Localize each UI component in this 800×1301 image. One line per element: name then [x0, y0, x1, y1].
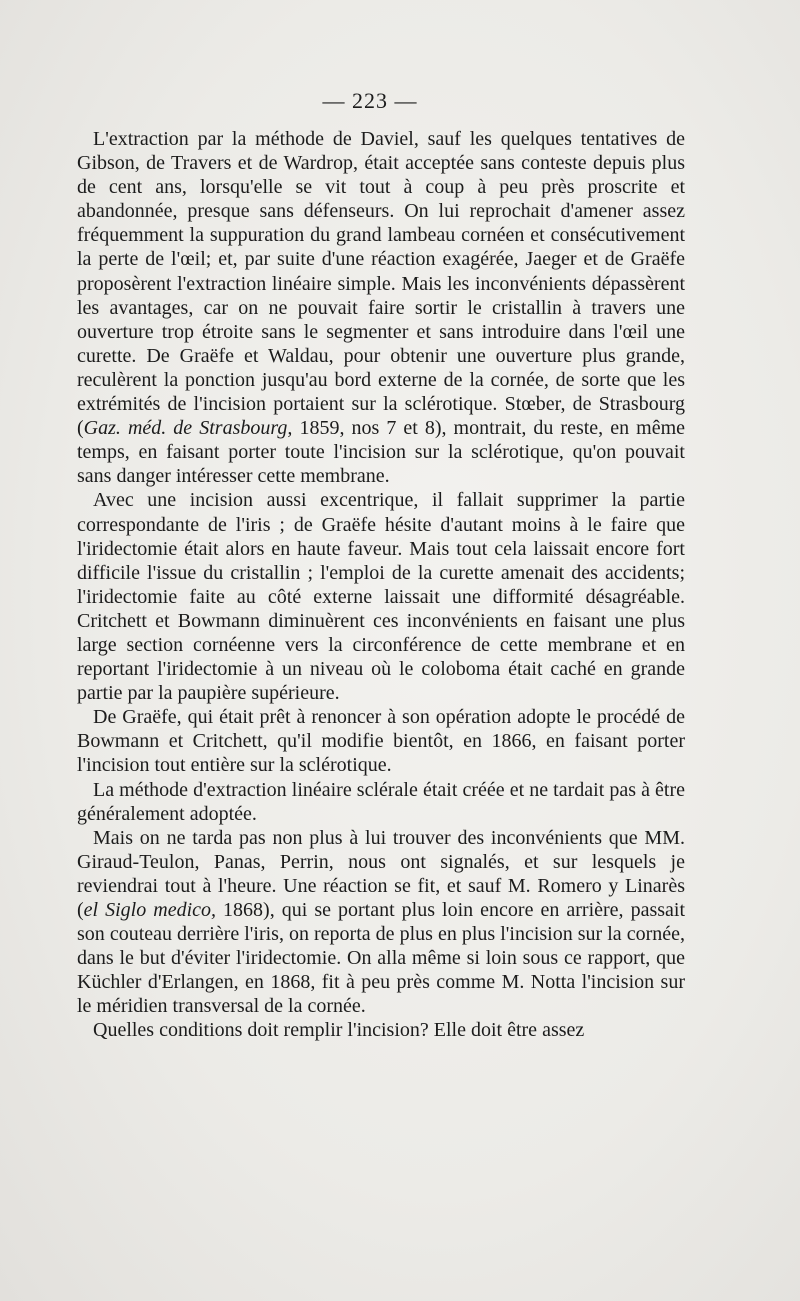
text-run: Mais on ne tarda pas non plus à lui trouver des inconvénients que MM. Giraud-Teulon, Panas, Perrin, nous ont signalés, et sur lesquels je reviendrai tout à l'heure. Une réaction se fit, et sauf M. Romero y Linarès ( — [77, 826, 685, 921]
text-run: Quelles conditions doit remplir l'incision? Elle doit être assez — [93, 1019, 585, 1042]
paragraph — [77, 778, 685, 826]
text-run: Avec une incision aussi excentrique, il fallait supprimer la partie correspondante de l'iris ; de Graëfe hésite d'autant moins à le faire que l'iridectomie était alors en haute faveur. Mais tout cela laissait encore fort difficile l'issue du cristallin ; l'emploi de la curette amenait des accidents; l'iridectomie faite au côté externe laissait une difformité désagréable. Critchett et Bowmann diminuèrent ces inconvénients en faisant une plus large section cornéenne vers la circonférence de cette membrane et en reportant l'iridectomie à un niveau où le coloboma était caché en grande partie par la paupière supérieure. — [77, 489, 685, 705]
text-run: L'extraction par la méthode de Daviel, sauf les quelques tentatives de Gibson, de Travers et de Wardrop, était acceptée sans conteste depuis plus de cent ans, lorsqu'elle se vit tout à coup à peu près proscrite et abandonnée, presque sans défenseurs. On lui reprochait d'amener assez fréquemment la suppuration du grand lambeau cornéen et consécutivement la perte de l'œil; et, par suite d'une réaction exagérée, Jaeger et de Graëfe proposèrent l'extraction linéaire simple. Mais les inconvénients dépassèrent les avantages, car on ne pouvait faire sortir le cristallin à travers une ouverture trop étroite sans le segmenter et sans introduire dans l'œil une curette. De Graëfe et Waldau, pour obtenir une ouverture plus grande, reculèrent la ponction jusqu'au bord externe de la cornée, de sorte que les extrémités de l'incision portaient sur la sclérotique. Stœber, de Strasbourg ( — [77, 128, 685, 440]
body-text — [77, 127, 685, 1043]
text-run: 1859, nos 7 et 8), montrait, du reste, en même temps, en faisant porter toute l'incision sur la sclérotique, qu'on pouvait sans danger intéresser cette membrane. — [77, 417, 686, 488]
paragraph — [77, 1018, 685, 1042]
paragraph — [77, 488, 685, 705]
paragraph — [77, 826, 685, 1019]
paragraph — [77, 705, 685, 777]
text-run: La méthode d'extraction linéaire sclérale était créée et ne tardait pas à être généralement adoptée. — [77, 778, 685, 825]
citation-italic: Gaz. méd. de Strasbourg, — [83, 417, 293, 440]
text-run: 1868), qui se portant plus loin encore en arrière, passait son couteau derrière l'iris, on reporta de plus en plus l'incision sur la cornée, dans le but d'éviter l'iridectomie. On alla même si loin sous ce rapport, que Küchler d'Erlangen, en 1868, fit à peu près comme M. Notta l'incision sur le méridien transversal de la cornée. — [77, 899, 686, 1018]
page-number: — 223 — — [322, 88, 418, 113]
paragraph — [77, 127, 685, 488]
text-run: De Graëfe, qui était prêt à renoncer à son opération adopte le procédé de Bowmann et Critchett, qu'il modifie bientôt, en 1866, en faisant porter l'incision tout entière sur la sclérotique. — [77, 706, 685, 777]
citation-italic: el Siglo medico, — [83, 899, 217, 921]
